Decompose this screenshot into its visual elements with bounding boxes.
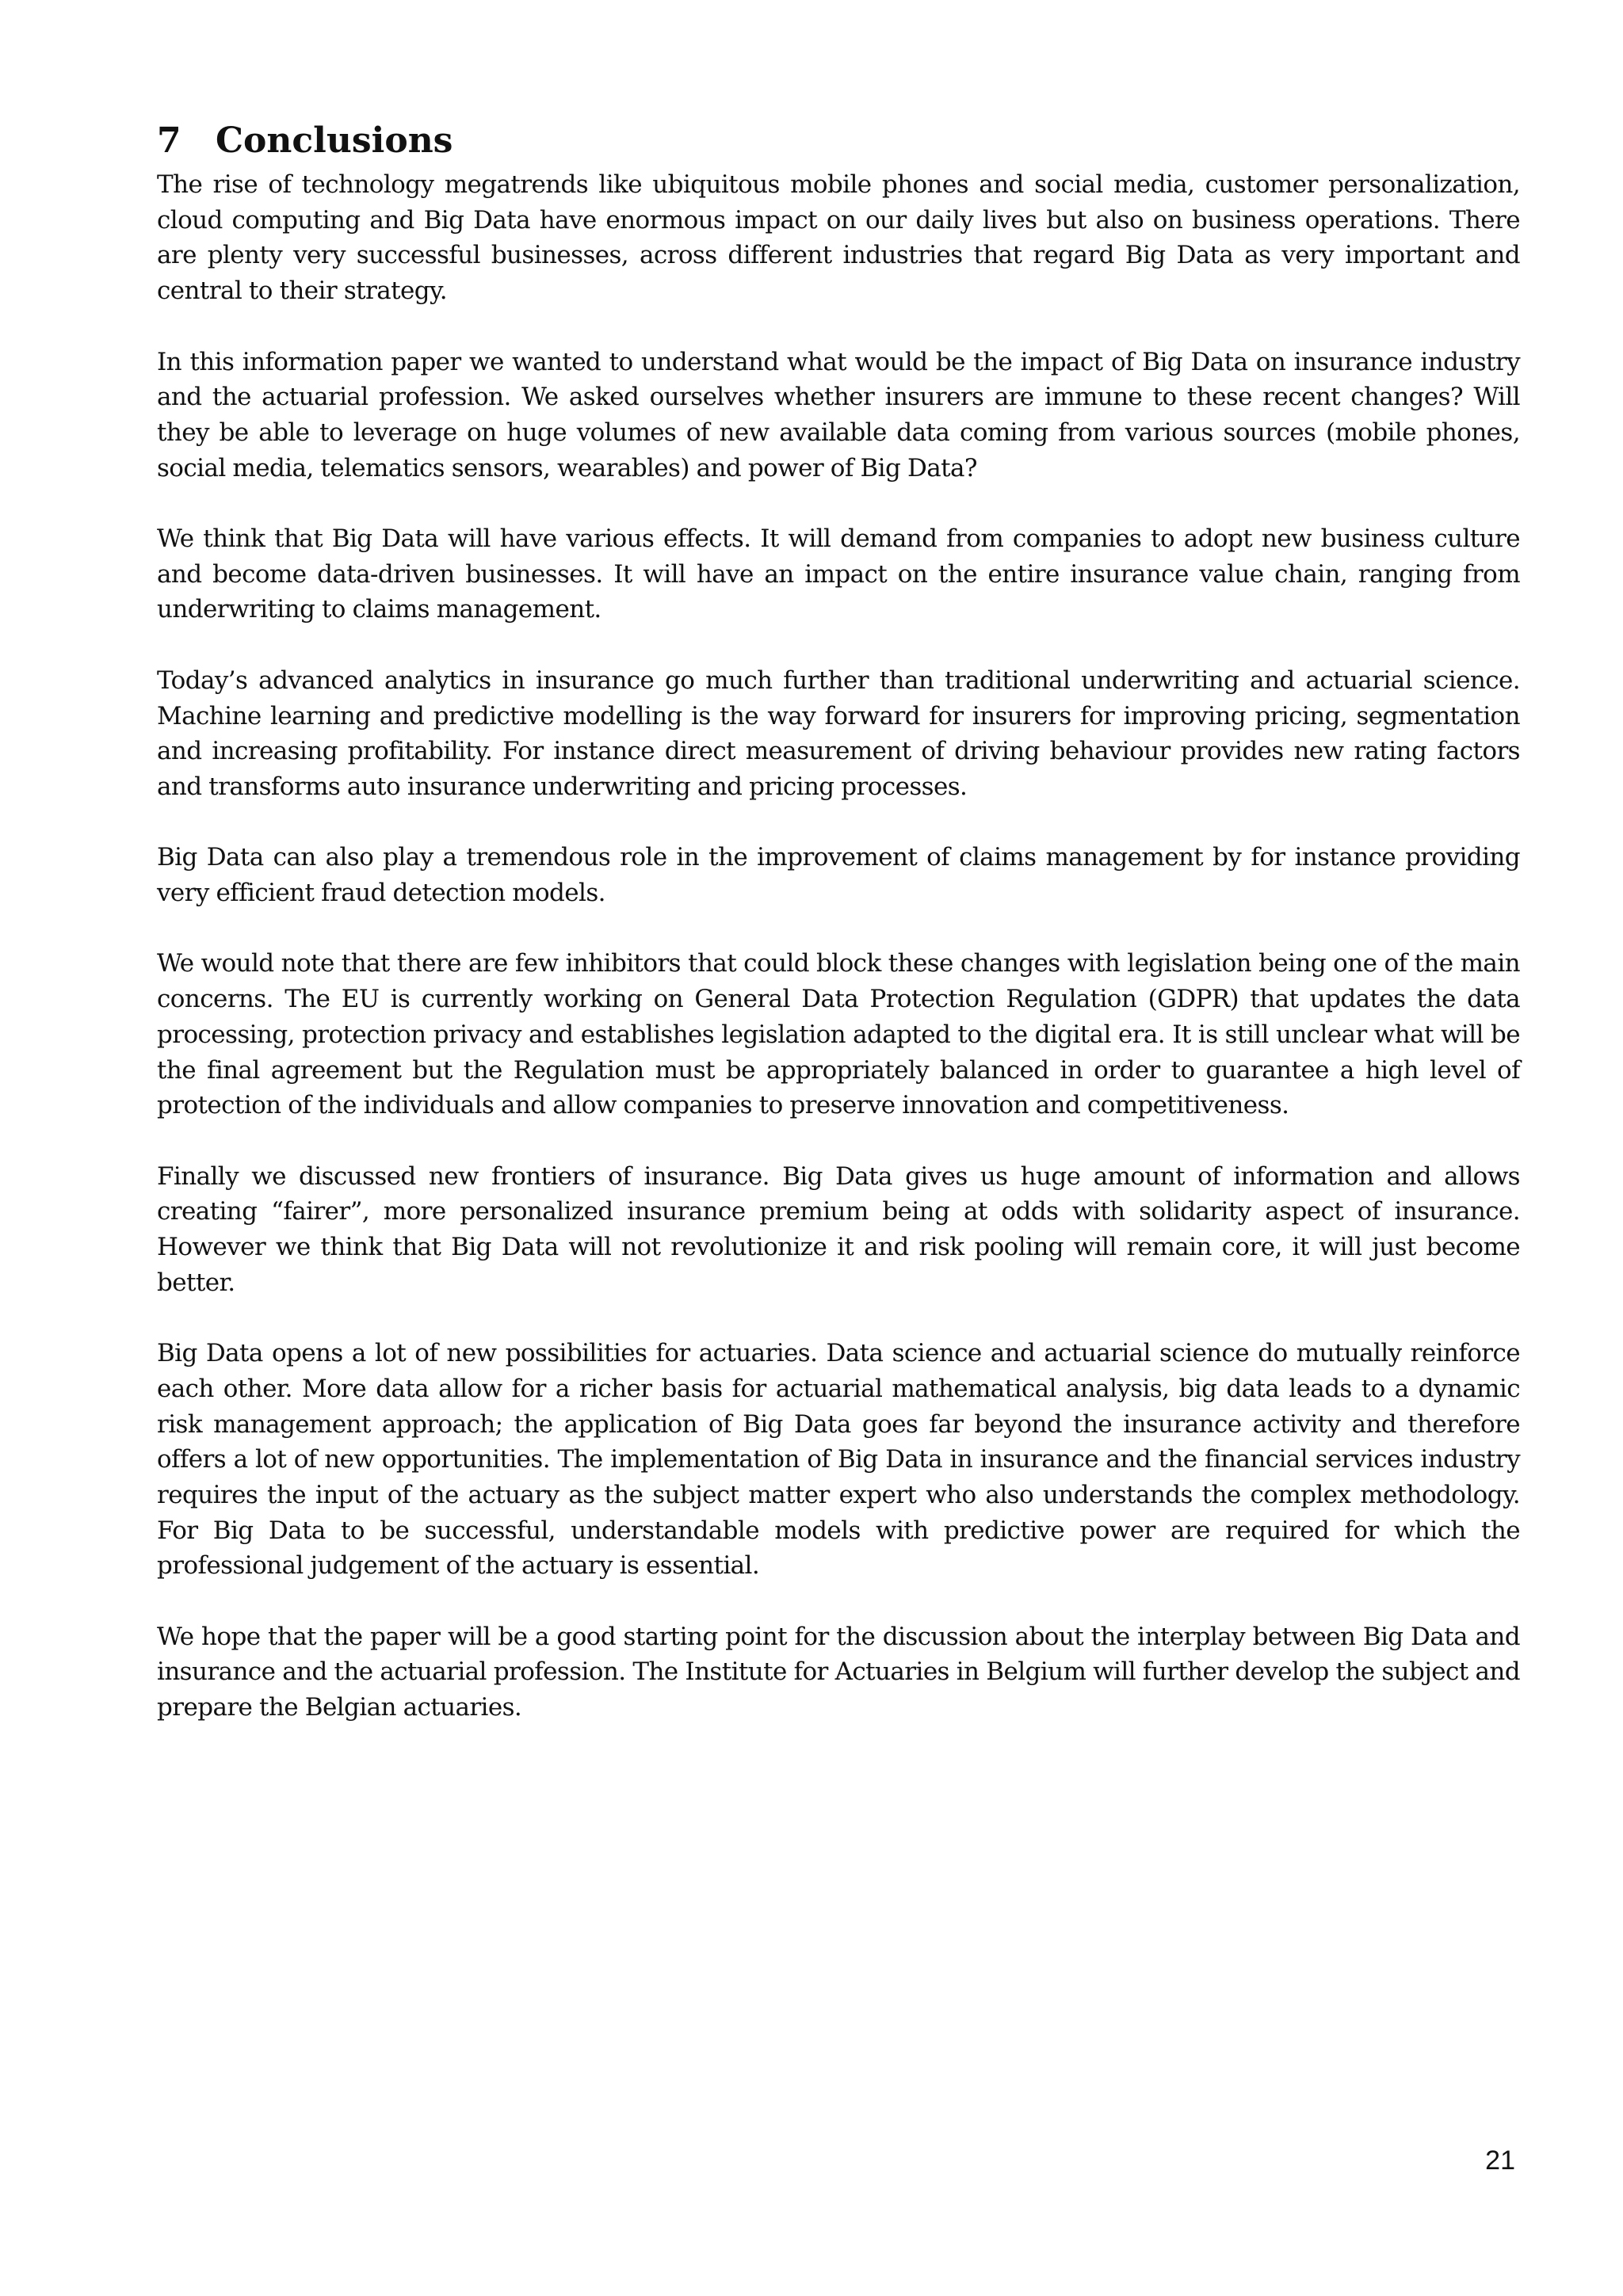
paragraph-7: Finally we discussed new frontiers of insurance. Big Data gives us huge amount of information and allows creating “fairer”, more personalized insurance premium being at odds with solidarity aspect of insurance. However we think that Big Data will not revolutionize it and risk pooling will remain core, it will just become better. xyxy=(157,1161,1520,1297)
paragraph-3: We think that Big Data will have various effects. It will demand from companies to adopt new business culture and become data-driven businesses. It will have an impact on the entire insurance value chain, ranging from underwriting to claims management. xyxy=(157,524,1520,624)
page-number: 21 xyxy=(1485,2145,1515,2176)
paragraph-9: We hope that the paper will be a good starting point for the discussion about the interplay between Big Data and insurance and the actuarial profession. The Institute for Actuaries in Belgium will further develop the subject and prepare the Belgian actuaries. xyxy=(157,1622,1520,1722)
paragraph-4: Today’s advanced analytics in insurance go much further than traditional underwriting and actuarial science. Machine learning and predictive modelling is the way forward for insurers for improving pricing, segmentation and increasing profitability. For instance direct measurement of driving behaviour provides new rating factors and transforms auto insurance underwriting and pricing processes. xyxy=(157,666,1520,801)
paragraph-2: In this information paper we wanted to understand what would be the impact of Big Data on insurance industry and the actuarial profession. We asked ourselves whether insurers are immune to these recent changes? Will they be able to leverage on huge volumes of new available data coming from various sources (mobile phones, social media, telematics sensors, wearables) and power of Big Data? xyxy=(157,347,1520,482)
paragraph-5: Big Data can also play a tremendous role in the improvement of claims management by for instance providing very efficient fraud detection models. xyxy=(157,843,1520,907)
section-heading xyxy=(157,115,1520,167)
section-number: 7 xyxy=(157,120,181,161)
paragraph-1: The rise of technology megatrends like ubiquitous mobile phones and social media, customer personalization, cloud computing and Big Data have enormous impact on our daily lives but also on business operations. There are plenty very successful businesses, across different industries that regard Big Data as very important and central to their strategy. xyxy=(157,170,1520,306)
paragraph-8: Big Data opens a lot of new possibilities for actuaries. Data science and actuarial science do mutually reinforce each other. More data allow for a richer basis for actuarial mathematical analysis, big data leads to a dynamic risk management approach; the application of Big Data goes far beyond the insurance activity and therefore offers a lot of new opportunities. The implementation of Big Data in insurance and the financial services industry requires the input of the actuary as the subject matter expert who also understands the complex methodology. For Big Data to be successful, understandable models with predictive power are required for which the professional judgement of the actuary is essential. xyxy=(157,1339,1520,1581)
page-content xyxy=(157,115,1520,1761)
paragraph-6: We would note that there are few inhibitors that could block these changes with legislation being one of the main concerns. The EU is currently working on General Data Protection Regulation (GDPR) that updates the data processing, protection privacy and establishes legislation adapted to the digital era. It is still unclear what will be the final agreement but the Regulation must be appropriately balanced in order to guarantee a high level of protection of the individuals and allow companies to preserve innovation and competitiveness. xyxy=(157,949,1520,1120)
section-title: Conclusions xyxy=(216,120,453,161)
